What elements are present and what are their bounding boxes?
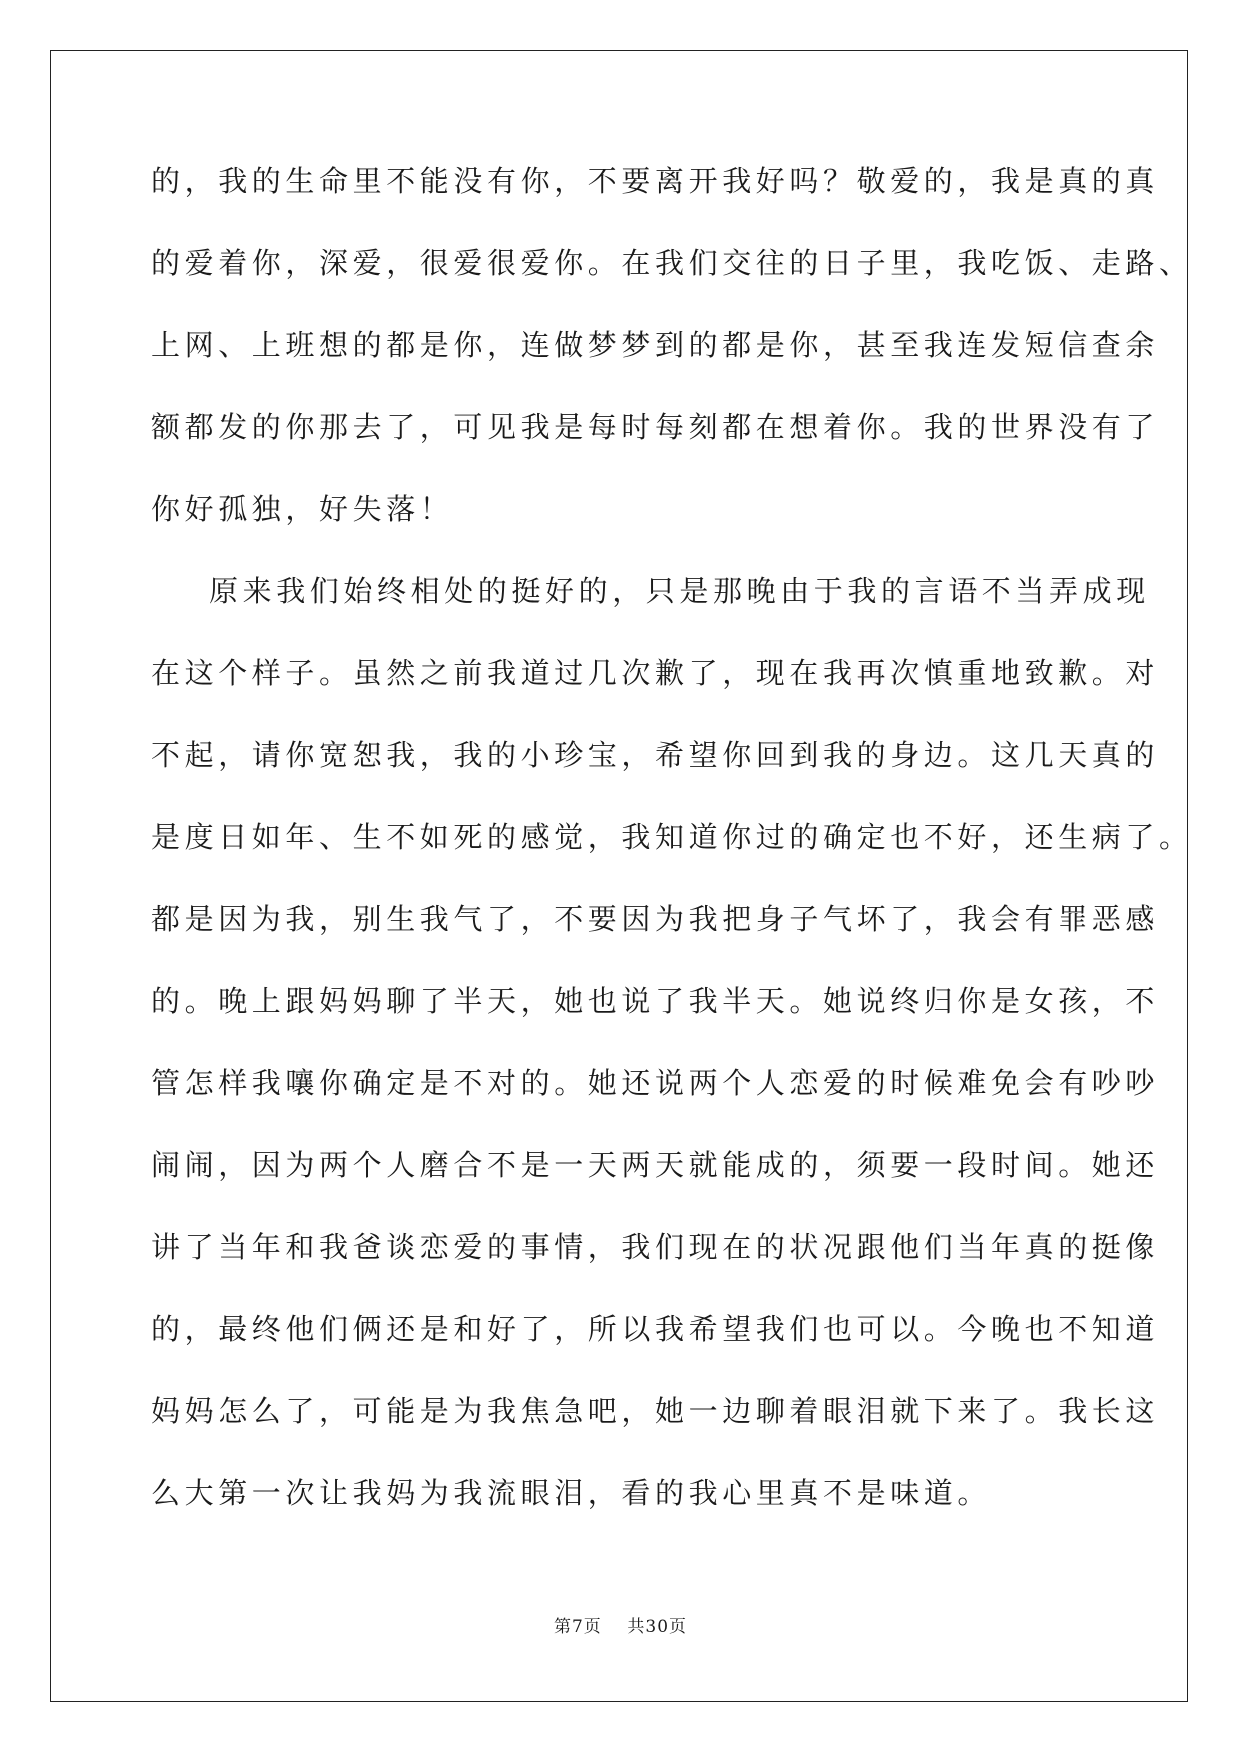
text-line: 是度日如年、生不如死的感觉，我知道你过的确定也不好，还生病了。	[151, 820, 1193, 854]
text-line: 上网、上班想的都是你，连做梦梦到的都是你，甚至我连发短信查余	[151, 328, 1160, 362]
text-line: 原来我们始终相处的挺好的，只是那晚由于我的言语不当弄成现	[209, 574, 1150, 608]
text-line: 的，我的生命里不能没有你，不要离开我好吗？敬爱的，我是真的真	[151, 164, 1160, 198]
text-line: 讲了当年和我爸谈恋爱的事情，我们现在的状况跟他们当年真的挺像	[151, 1230, 1160, 1264]
text-line: 闹闹，因为两个人磨合不是一天两天就能成的，须要一段时间。她还	[151, 1148, 1160, 1182]
text-line: 管怎样我嚷你确定是不对的。她还说两个人恋爱的时候难免会有吵吵	[151, 1066, 1160, 1100]
document-body	[151, 160, 1193, 1534]
text-line: 不起，请你宽恕我，我的小珍宝，希望你回到我的身边。这几天真的	[151, 738, 1160, 772]
paragraph-2	[151, 550, 1193, 1534]
text-line: 的，最终他们俩还是和好了，所以我希望我们也可以。今晚也不知道	[151, 1312, 1160, 1346]
text-line: 的爱着你，深爱，很爱很爱你。在我们交往的日子里，我吃饭、走路、	[151, 246, 1193, 280]
text-line: 在这个样子。虽然之前我道过几次歉了，现在我再次慎重地致歉。对	[151, 656, 1160, 690]
page-number: 第7页	[553, 1617, 602, 1637]
text-line: 额都发的你那去了，可见我是每时每刻都在想着你。我的世界没有了	[151, 410, 1160, 444]
text-line: 么大第一次让我妈为我流眼泪，看的我心里真不是味道。	[151, 1476, 992, 1510]
text-line: 你好孤独，好失落！	[151, 492, 454, 526]
text-line: 妈妈怎么了，可能是为我焦急吧，她一边聊着眼泪就下来了。我长这	[151, 1394, 1160, 1428]
page-total: 共30页	[627, 1617, 688, 1637]
paragraph-1	[151, 140, 1193, 550]
text-line: 的。晚上跟妈妈聊了半天，她也说了我半天。她说终归你是女孩，不	[151, 984, 1160, 1018]
text-line: 都是因为我，别生我气了，不要因为我把身子气坏了，我会有罪恶感	[151, 902, 1160, 936]
page-footer	[0, 1612, 1241, 1637]
